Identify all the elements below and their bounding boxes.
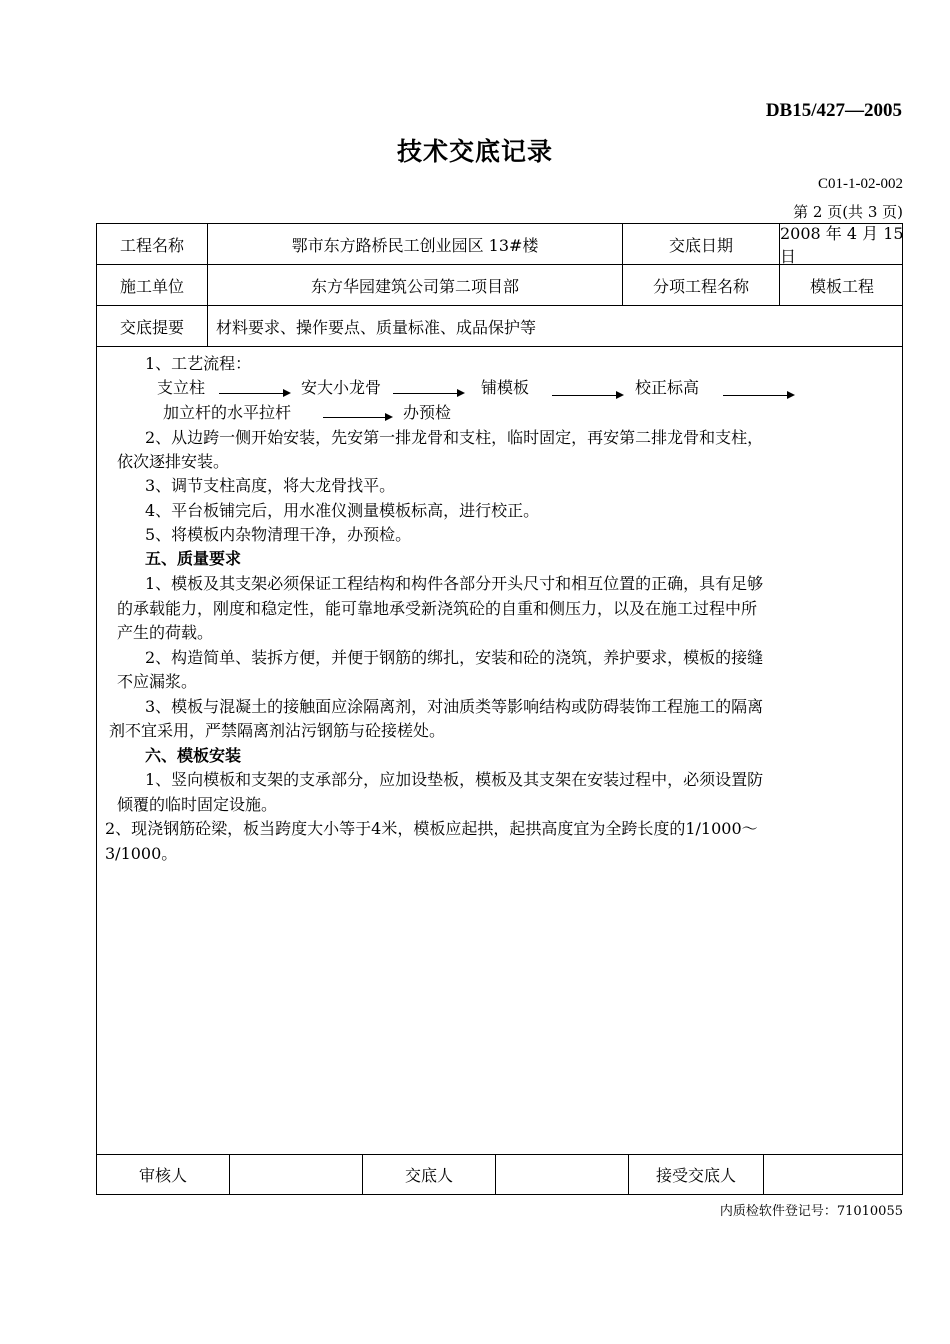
project-row [97, 224, 902, 265]
quality-heading: 五、质量要求 [145, 549, 242, 568]
receiver-value [764, 1155, 904, 1194]
project-name-label: 工程名称 [97, 224, 208, 264]
install-heading: 六、模板安装 [145, 746, 242, 765]
signoff-row [97, 1155, 902, 1194]
flow-step: 安大小龙骨 [301, 378, 382, 397]
page-info: 第 2 页(共 3 页) [793, 203, 903, 221]
summary-value: 材料要求、操作要点、质量标准、成品保护等 [216, 317, 537, 337]
subitem-value: 模板工程 [809, 276, 874, 296]
step-2: 2、从边跨一侧开始安装，先安第一排龙骨和支柱，临时固定，再安第二排龙骨和支柱， [145, 428, 764, 447]
page-title: 技术交底记录 [396, 137, 553, 166]
install-1: 1、竖向模板和支架的支承部分，应加设垫板，模板及其支架在安装过程中，必须设置防 [145, 770, 764, 789]
subitem-label: 分项工程名称 [623, 265, 780, 305]
discloser-label: 交底人 [363, 1155, 496, 1194]
project-name-value: 鄂市东方路桥民工创业园区 13#楼 [208, 224, 623, 264]
flow-title: 1、工艺流程： [145, 354, 252, 373]
flow-step: 校正标高 [635, 378, 700, 397]
quality-1-cont: 产生的荷载。 [117, 623, 214, 642]
install-2: 2、现浇钢筋砼梁，板当跨度大小等于4米，模板应起拱，起拱高度宜为全跨长度的1/1000～ [105, 819, 758, 838]
install-1-cont: 倾覆的临时固定设施。 [117, 795, 278, 814]
discloser-value [496, 1155, 629, 1194]
reviewer-value [230, 1155, 363, 1194]
form-code: C01-1-02-002 [818, 176, 903, 192]
summary-row [97, 306, 902, 347]
receiver-label: 接受交底人 [629, 1155, 764, 1194]
step-4: 4、平台板铺完后，用水准仪测量模板标高，进行校正。 [145, 501, 540, 520]
contractor-label: 施工单位 [97, 265, 208, 305]
flow-arrow-icon [552, 395, 622, 396]
flow-step: 铺模板 [481, 378, 530, 397]
quality-1-cont: 的承载能力，刚度和稳定性，能可靠地承受新浇筑砼的自重和侧压力，以及在施工过程中所 [117, 599, 758, 618]
software-registration: 内质检软件登记号：71010055 [719, 1204, 903, 1219]
contractor-row [97, 265, 902, 306]
flow-arrow-icon [723, 395, 793, 396]
date-value: 2008 年 4 月 15 日 [780, 224, 904, 266]
standard-code: DB15/427—2005 [765, 100, 902, 121]
quality-3: 3、模板与混凝土的接触面应涂隔离剂，对油质类等影响结构或防碍装饰工程施工的隔离 [145, 697, 764, 716]
reviewer-label: 审核人 [97, 1155, 230, 1194]
contractor-value: 东方华园建筑公司第二项目部 [208, 265, 623, 305]
step-2-cont: 依次逐排安装。 [117, 452, 230, 471]
date-label: 交底日期 [623, 224, 780, 264]
flow-step: 办预检 [403, 403, 452, 422]
quality-2-cont: 不应漏浆。 [117, 672, 198, 691]
step-5: 5、将模板内杂物清理干净，办预检。 [145, 525, 412, 544]
flow-arrow-icon [323, 417, 391, 418]
quality-1: 1、模板及其支架必须保证工程结构和构件各部分开头尺寸和相互位置的正确，具有足够 [145, 574, 764, 593]
step-3: 3、调节支柱高度，将大龙骨找平。 [145, 476, 396, 495]
quality-3-cont: 剂不宜采用，严禁隔离剂沾污钢筋与砼接槎处。 [109, 721, 446, 740]
quality-2: 2、构造简单、装拆方便，并便于钢筋的绑扎，安装和砼的浇筑，养护要求，模板的接缝 [145, 648, 764, 667]
flow-arrow-icon [393, 393, 463, 394]
flow-arrow-icon [219, 393, 289, 394]
summary-label: 交底提要 [97, 306, 208, 346]
disclosure-content [97, 347, 902, 1155]
flow-step: 支立柱 [157, 378, 206, 397]
install-2-cont: 3/1000。 [105, 844, 178, 863]
record-table [96, 223, 903, 1195]
flow-step: 加立杆的水平拉杆 [163, 403, 292, 422]
